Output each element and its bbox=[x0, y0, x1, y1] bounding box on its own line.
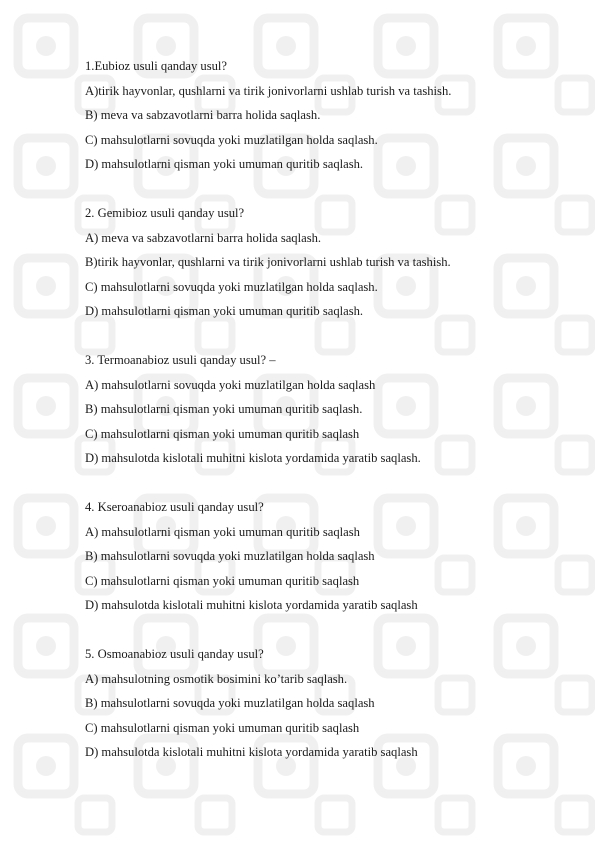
answer-option-d: D) mahsulotlarni qisman yoki umuman quritib saqlash. bbox=[85, 304, 364, 318]
answer-option-a: A) meva va sabzavotlarni barra holida saqlash. bbox=[85, 230, 322, 245]
question-text: 5. Osmoanabioz usuli qanday usul? bbox=[85, 647, 264, 661]
quiz-document bbox=[85, 54, 565, 765]
answer-option-a: A)tirik hayvonlar, qushlarni va tirik jonivorlarni ushlab turish va tashish. bbox=[85, 83, 452, 98]
answer-option-c: C) mahsulotlarni sovuqda yoki muzlatilgan holda saqlash. bbox=[85, 132, 378, 147]
answer-option-b: B) mahsulotlarni sovuqda yoki muzlatilgan holda saqlash bbox=[85, 696, 375, 710]
question-text: 1.Eubioz usuli qanday usul? bbox=[85, 59, 228, 73]
answer-option-d: D) mahsulotlarni qisman yoki umuman quritib saqlash. bbox=[85, 157, 364, 171]
answer-option-c: C) mahsulotlarni sovuqda yoki muzlatilgan holda saqlash. bbox=[85, 279, 378, 294]
question-text: 2. Gemibioz usuli qanday usul? bbox=[85, 206, 245, 220]
answer-option-c: C) mahsulotlarni qisman yoki umuman quritib saqlash bbox=[85, 720, 360, 735]
question-block-4 bbox=[85, 495, 565, 618]
question-block-1 bbox=[85, 54, 565, 177]
spacer bbox=[85, 177, 565, 202]
question-text: 4. Kseroanabioz usuli qanday usul? bbox=[85, 500, 264, 514]
spacer bbox=[85, 618, 565, 643]
answer-option-d: D) mahsulotda kislotali muhitni kislota yordamida yaratib saqlash bbox=[85, 745, 418, 759]
answer-option-c: C) mahsulotlarni qisman yoki umuman quritib saqlash bbox=[85, 426, 360, 441]
answer-option-b: B) meva va sabzavotlarni barra holida saqlash. bbox=[85, 108, 321, 122]
question-block-3 bbox=[85, 348, 565, 471]
answer-option-a: A) mahsulotlarni qisman yoki umuman quritib saqlash bbox=[85, 524, 360, 539]
answer-option-b: B) mahsulotlarni sovuqda yoki muzlatilgan holda saqlash bbox=[85, 549, 375, 563]
answer-option-d: D) mahsulotda kislotali muhitni kislota yordamida yaratib saqlash bbox=[85, 598, 418, 612]
answer-option-d: D) mahsulotda kislotali muhitni kislota yordamida yaratib saqlash. bbox=[85, 451, 421, 465]
spacer bbox=[85, 324, 565, 349]
spacer bbox=[85, 471, 565, 496]
answer-option-a: A) mahsulotlarni sovuqda yoki muzlatilgan holda saqlash bbox=[85, 377, 376, 392]
answer-option-a: A) mahsulotning osmotik bosimini ko’tarib saqlash. bbox=[85, 671, 348, 686]
question-text: 3. Termoanabioz usuli qanday usul? – bbox=[85, 353, 276, 367]
answer-option-b: B) mahsulotlarni qisman yoki umuman quritib saqlash. bbox=[85, 402, 363, 416]
question-block-2 bbox=[85, 201, 565, 324]
question-block-5 bbox=[85, 642, 565, 765]
answer-option-b: B)tirik hayvonlar, qushlarni va tirik jonivorlarni ushlab turish va tashish. bbox=[85, 255, 451, 269]
answer-option-c: C) mahsulotlarni qisman yoki umuman quritib saqlash bbox=[85, 573, 360, 588]
